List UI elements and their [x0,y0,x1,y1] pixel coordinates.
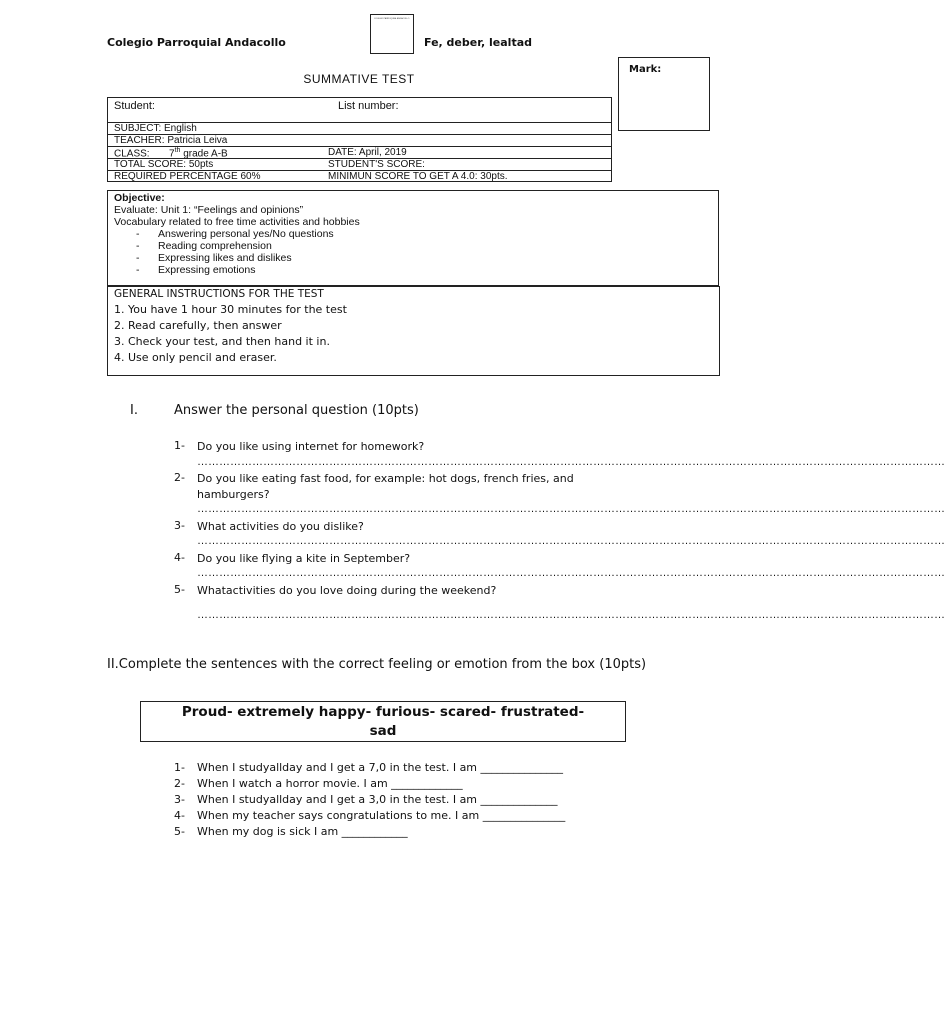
objective-box [107,190,719,286]
teacher-row [108,134,611,146]
answer-line-5[interactable]: …………………………………………………………………………………………………………………………………………………………………………………… [197,609,945,621]
question-text: Do you like using internet for homework? [197,440,425,453]
objective-item: - Answering personal yes/No questions [136,228,712,240]
subject-row [108,122,611,134]
answer-line-1[interactable]: …………………………………………………………………………………………………………………………………………………………………………………… [197,456,945,468]
total-score: TOTAL SCORE: 50pts [114,159,214,170]
question-number: 5- [174,583,185,596]
teacher: TEACHER: Patricia Leiva [114,135,228,146]
section-1-title: Answer the personal question (10pts) [174,403,419,418]
instruction-item: 2. Read carefully, then answer [114,319,282,332]
instruction-item: 1. You have 1 hour 30 minutes for the test [114,303,347,316]
objective-title: Objective: [114,192,165,204]
sentence-number: 3- [174,793,185,806]
question-number: 3- [174,519,185,532]
answer-line-4[interactable]: …………………………………………………………………………………………………………………………………………………………………………………… [197,567,945,579]
list-number-label: List number: [338,100,399,112]
question-text: Do you like flying a kite in September? [197,552,411,565]
mark-box[interactable] [618,57,710,131]
sentence-number: 4- [174,809,185,822]
sentence-text[interactable]: When I studyallday and I get a 7,0 in the test. I am _______________ [197,761,564,774]
required-percentage: REQUIRED PERCENTAGE 60% [114,171,261,182]
mark-label: Mark: [629,64,662,75]
instruction-item: 3. Check your test, and then hand it in. [114,335,330,348]
objective-line-1: Evaluate: Unit 1: “Feelings and opinions” [114,204,304,216]
sentence-number: 5- [174,825,185,838]
student-info-table [107,97,612,182]
objective-line-2: Vocabulary related to free time activities and hobbies [114,216,360,228]
instructions-title: GENERAL INSTRUCTIONS FOR THE TEST [114,288,324,300]
instruction-item: 4. Use only pencil and eraser. [114,351,277,364]
answer-line-2[interactable]: …………………………………………………………………………………………………………………………………………………………………………………… [197,503,945,515]
school-motto: Fe, deber, lealtad [424,36,533,49]
sentence-text[interactable]: When I watch a horror movie. I am _____________ [197,777,463,790]
student-row[interactable] [108,98,611,124]
sentence-text[interactable]: When my teacher says congratulations to me. I am _______________ [197,809,566,822]
school-logo [370,14,414,54]
school-name: Colegio Parroquial Andacollo [107,36,286,49]
question-text: Do you like eating fast food, for example: hot dogs, french fries, and hamburgers? [197,472,574,501]
student-label: Student: [114,100,155,112]
question-text: What activities do you dislike? [197,520,364,533]
question-number: 4- [174,551,185,564]
score-row [108,158,611,170]
question-number: 2- [174,471,185,484]
question-number: 1- [174,439,185,452]
sentence-number: 2- [174,777,185,790]
requirement-row [108,170,611,182]
minimum-score: MINIMUN SCORE TO GET A 4.0: 30pts. [328,171,508,182]
test-title: SUMMATIVE TEST [303,72,415,86]
subject: SUBJECT: English [114,123,197,134]
objective-list [114,228,712,276]
emotion-word-box [140,701,626,742]
class: CLASS: 7th grade A-B [114,147,228,160]
objective-item: - Expressing likes and dislikes [136,252,712,264]
objective-item: - Expressing emotions [136,264,712,276]
sentence-number: 1- [174,761,185,774]
emotion-words: Proud- extremely happy- furious- scared- frustrated- sad [181,704,585,739]
section-1-number: I. [130,403,138,418]
class-row [108,146,611,158]
sentence-text[interactable]: When my dog is sick I am ____________ [197,825,408,838]
logo-text: COLEGIO PARROQUIAL ANDACOLLO [374,18,410,20]
students-score: STUDENT'S SCORE: [328,159,425,170]
answer-line-3[interactable]: …………………………………………………………………………………………………………………………………………………………………………………… [197,535,945,547]
date: DATE: April, 2019 [328,147,407,158]
question-text: Whatactivities do you love doing during the weekend? [197,584,497,597]
instructions-box [107,286,720,376]
objective-item: - Reading comprehension [136,240,712,252]
sentence-text[interactable]: When I studyallday and I get a 3,0 in the test. I am ______________ [197,793,558,806]
section-2-title: II.Complete the sentences with the correct feeling or emotion from the box (10pts) [107,657,647,672]
